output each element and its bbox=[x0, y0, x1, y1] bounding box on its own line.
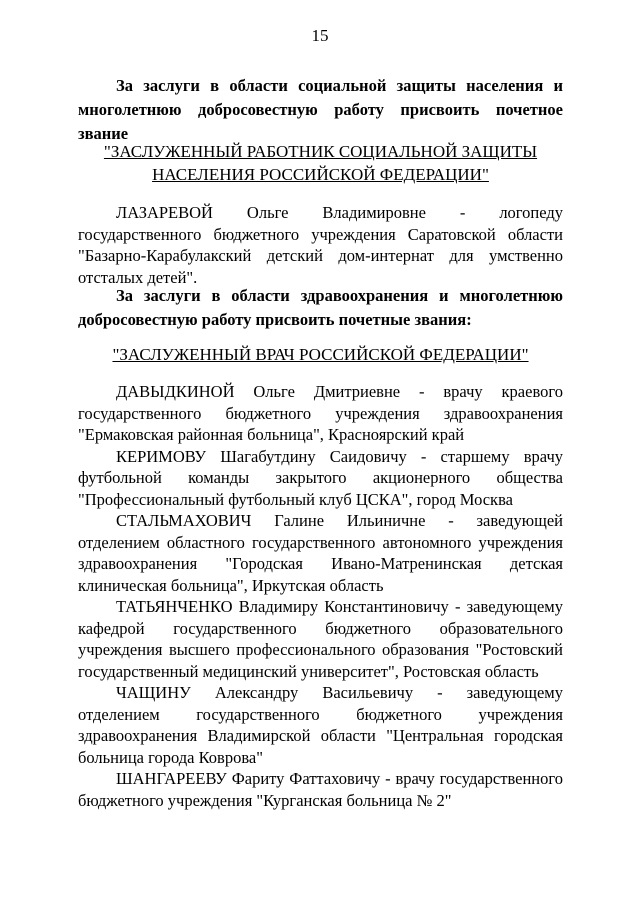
award-entry: СТАЛЬМАХОВИЧ Галине Ильиничне - заведующей отделением областного государственного автономного учреждения здравоохранения "Городская Ивано-Матренинская детская клиническая больница", Иркутская область bbox=[78, 511, 563, 595]
award-list-healthcare bbox=[78, 381, 563, 811]
section-healthcare bbox=[78, 284, 563, 332]
award-entry: ШАНГАРЕЕВУ Фариту Фаттаховичу - врачу государственного бюджетного учреждения "Курганская больница № 2" bbox=[78, 769, 563, 810]
honorary-title-line: "ЗАСЛУЖЕННЫЙ ВРАЧ РОССИЙСКОЙ ФЕДЕРАЦИИ" bbox=[112, 345, 529, 364]
title-block-social-protection bbox=[78, 140, 563, 186]
award-entry: ДАВЫДКИНОЙ Ольге Дмитриевне - врачу краевого государственного бюджетного учреждения здравоохранения "Ермаковская районная больница", Красноярский край bbox=[78, 382, 563, 444]
section-intro: За заслуги в области социальной защиты населения и многолетнюю добросовестную работу присвоить почетное звание bbox=[78, 76, 563, 143]
honorary-title-line: НАСЕЛЕНИЯ РОССИЙСКОЙ ФЕДЕРАЦИИ" bbox=[152, 165, 489, 184]
section-intro: За заслуги в области здравоохранения и многолетнюю добросовестную работу присвоить почетные звания: bbox=[78, 286, 563, 329]
award-entry: ТАТЬЯНЧЕНКО Владимиру Константиновичу - заведующему кафедрой государственного бюджетного образовательного учреждения высшего профессионального образования "Ростовский государственный медицинский университет", Ростовская область bbox=[78, 597, 563, 681]
honorary-title-line: "ЗАСЛУЖЕННЫЙ РАБОТНИК СОЦИАЛЬНОЙ ЗАЩИТЫ bbox=[103, 142, 538, 161]
award-entry: ЛАЗАРЕВОЙ Ольге Владимировне - логопеду государственного бюджетного учреждения Саратовской области "Базарно-Карабулакский детский дом-интернат для умственно отсталых детей". bbox=[78, 203, 563, 287]
page-number: 15 bbox=[311, 26, 329, 45]
award-entry: ЧАЩИНУ Александру Васильевичу - заведующему отделением государственного бюджетного учреждения здравоохранения Владимирской области "Центральная городская больница города Коврова" bbox=[78, 683, 563, 767]
section-social-protection bbox=[78, 74, 563, 146]
title-block-healthcare bbox=[78, 343, 563, 366]
award-entry: КЕРИМОВУ Шагабутдину Саидовичу - старшему врачу футбольной команды закрытого акционерного общества "Профессиональный футбольный клуб ЦСКА", город Москва bbox=[78, 446, 563, 509]
award-list-social-protection bbox=[78, 202, 563, 288]
